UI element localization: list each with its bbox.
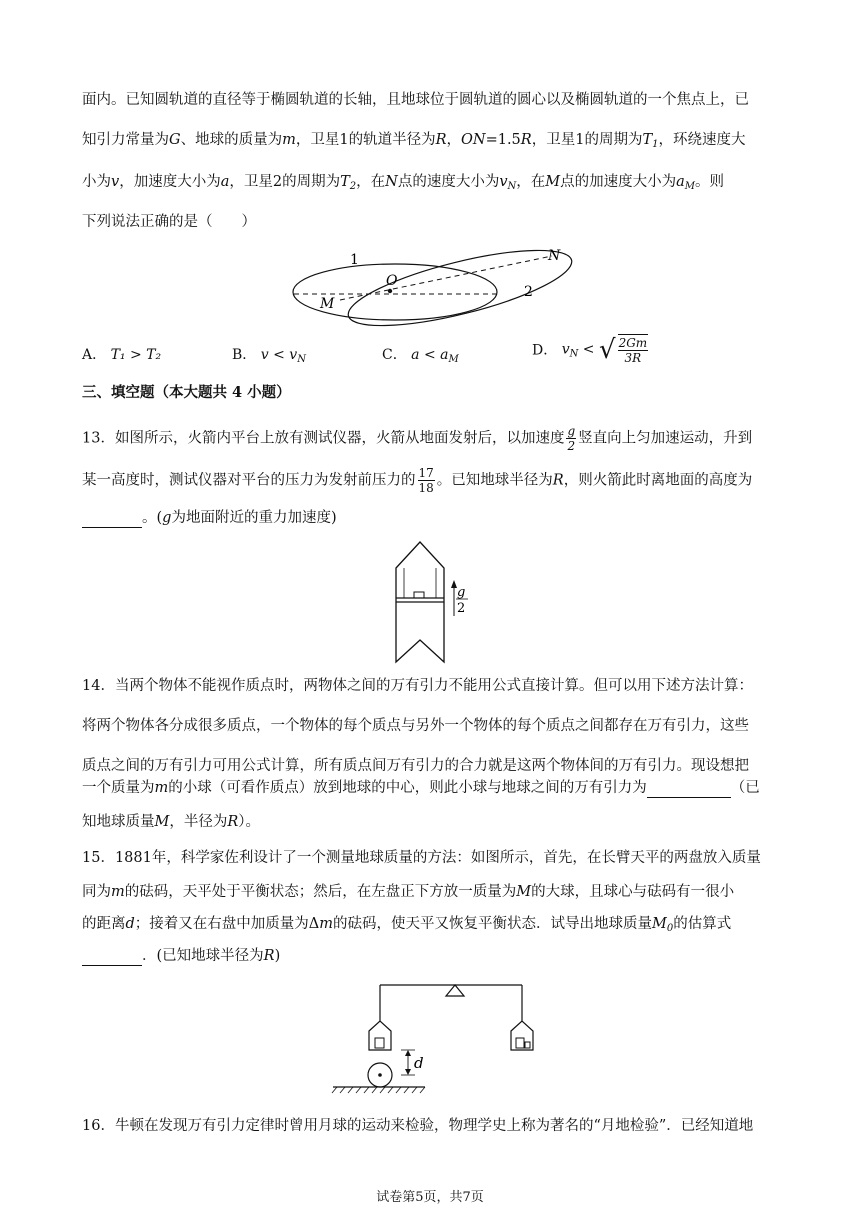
q14-line4: 一个质量为m的小球（可看作质点）放到地球的中心，则此小球与地球之间的万有引力为 （已 — [82, 780, 760, 796]
q14-line1: 14．当两个物体不能视作质点时，两物体之间的万有引力不能用公式直接计算。但可以用下述方法计算： — [82, 678, 753, 694]
center-O-dot — [388, 289, 392, 293]
orbit-figure — [290, 240, 580, 330]
dashed-axis-MN — [340, 256, 552, 300]
label-O: O — [386, 273, 398, 289]
test-instrument — [414, 592, 424, 598]
q13-line1: 13．如图所示，火箭内平台上放有测试仪器，火箭从地面发射后，以加速度 $\frac{g}{2}$ 竖直向上匀加速运动，升到 — [82, 424, 753, 453]
label-d: d — [414, 1054, 424, 1072]
q15-line1: 15．1881年，科学家佐利设计了一个测量地球质量的方法：如图所示，首先，在长臂天平的两盘放入质量 — [82, 850, 761, 866]
section-3-heading: 三、填空题（本大题共 4 小题） — [82, 384, 291, 401]
option-a: A． T₁ > T₂ — [82, 347, 162, 363]
rocket-figure — [390, 538, 480, 668]
q14-line2: 将两个物体各分成很多质点，一个物体的每个质点与另外一个物体的每个质点之间都存在万有引力，这些 — [82, 718, 749, 734]
label-N: N — [548, 248, 561, 264]
q12-line4: 下列说法正确的是（ ） — [82, 214, 256, 230]
q12-line1: 面内。已知圆轨道的直径等于椭圆轨道的长轴，且地球位于圆轨道的圆心以及椭圆轨道的一个焦点上，已 — [82, 92, 749, 108]
q15-line4: ．(已知地球半径为R) — [82, 946, 280, 966]
answer-blank-13[interactable] — [82, 513, 142, 528]
left-pan — [369, 1021, 391, 1050]
arrow-g-label: g — [457, 585, 466, 600]
q15-line2: 同为m的砝码，天平处于平衡状态；然后，在左盘正下方放一质量为M的大球，且球心与砝码有一很小 — [82, 884, 735, 900]
fulcrum-triangle — [446, 985, 464, 996]
label-M: M — [320, 296, 335, 312]
answer-blank-15[interactable] — [82, 951, 142, 966]
option-c: C． $a < a_M$ — [382, 347, 459, 365]
label-1: 1 — [350, 252, 359, 268]
q15-line3: 的距离d；接着又在右盘中加质量为Δm的砝码，使天平又恢复平衡状态．试导出地球质量$M_0$的估算式 — [82, 916, 732, 934]
balance-figure — [325, 975, 555, 1097]
answer-blank-14[interactable] — [647, 783, 731, 798]
q16-line1: 16．牛顿在发现万有引力定律时曾用月球的运动来检验，物理学史上称为著名的“月地检验”．已经知道地 — [82, 1118, 754, 1134]
option-d: D． $v_N$ < √ $\frac{2Gm}{3R}$ — [532, 334, 648, 365]
option-b: B． $v < v_N$ — [232, 347, 306, 365]
q12-line3: 小为v，加速度大小为a，卫星2的周期为$T_2$，在N点的速度大小为$v_N$，在M点的加速度大小为$a_M$。则 — [82, 174, 725, 192]
q14-line3: 质点之间的万有引力可用公式计算，所有质点间万有引力的合力就是这两个物体间的万有引力。现设想把 — [82, 758, 749, 774]
ellipse-orbit-2 — [342, 240, 578, 330]
page-footer: 试卷第5页，共7页 — [376, 1190, 484, 1205]
q14-line5: 知地球质量M，半径为R）。 — [82, 814, 261, 830]
q13-line3: 。(g为地面附近的重力加速度) — [82, 508, 337, 528]
q13-line2: 某一高度时，测试仪器对平台的压力为发射前压力的 $\frac{17}{18}$ 。已知地球半径为R，则火箭此时离地面的高度为 — [82, 466, 753, 495]
label-2: 2 — [524, 284, 533, 300]
arrow-2-label: 2 — [457, 601, 466, 616]
q12-line2: 知引力常量为G、地球的质量为m，卫星1的轨道半径为R，ON=1.5R，卫星1的周期为$T_1$，环绕速度大 — [82, 132, 746, 150]
